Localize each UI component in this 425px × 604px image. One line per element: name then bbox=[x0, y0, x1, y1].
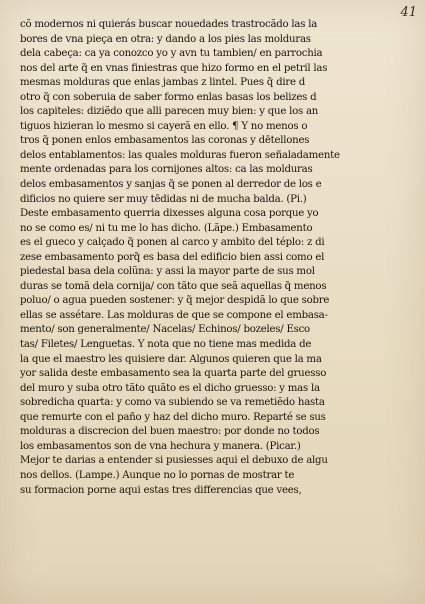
text-line: poluo/ o agua pueden sostener: y q̃ mejor despidã lo que sobre bbox=[20, 295, 330, 307]
text-line: zese embasamento porq̃ es basa del edificio bien assi como el bbox=[20, 251, 325, 263]
text-line: los capiteles: diziẽdo que alli parecen muy bien: y que los an bbox=[20, 106, 319, 118]
text-line: delos embasamentos y sanjas q̃ se ponen al derredor de los e bbox=[20, 179, 322, 191]
text-line: tas/ Filetes/ Lenguetas. Y nota que no tiene mas medida de bbox=[20, 339, 312, 351]
text-line: del muro y suba otro tãto quãto es el dicho gruesso: y mas la bbox=[20, 382, 320, 394]
text-line: otro q̃ con soberuia de saber formo enlas basas los belizes d bbox=[20, 91, 317, 103]
text-line: mento/ son generalmente/ Nacelas/ Echinos/ bozeles/ Esco bbox=[20, 324, 310, 336]
text-line: Deste embasamento querria dixesses alguna cosa porque yo bbox=[20, 208, 319, 220]
text-line: es el gueco y calçado q̃ ponen al carco y ambito del téplo: z di bbox=[20, 237, 325, 249]
text-line: delos entablamentos: las quales molduras fueron señaladamente bbox=[20, 149, 340, 161]
text-line: ellas se assétare. Las molduras de que se compone el embasa- bbox=[20, 309, 328, 321]
text-line: nos dellos. (Lampe.) Aunque no lo pornas de mostrar te bbox=[20, 469, 295, 481]
text-line: sobredicha quarta: y como va subiendo se va remetiẽdo hasta bbox=[20, 397, 325, 409]
text-line: tiguos hizieran lo mesmo si cayerã en ello. ¶ Y no menos o bbox=[20, 120, 308, 132]
text-line: mente ordenadas para los cornijones altos: ca las molduras bbox=[20, 164, 313, 176]
text-line: los embasamentos son de vna hechura y manera. (Picar.) bbox=[20, 440, 301, 452]
text-line: que remurte con el paño y haz del dicho muro. Reparté se sus bbox=[20, 411, 326, 423]
text-line: no se como es/ ni tu me lo has dicho. (Lãpe.) Embasamento bbox=[20, 222, 313, 234]
text-line: nos del arte q̃ en vnas finiestras que hizo formo en el petril las bbox=[20, 62, 328, 74]
text-line: dificios no quiere ser muy tēdidas ni de mucha balda. (Pi.) bbox=[20, 193, 307, 205]
text-line: mesmas molduras que enlas jambas z lintel. Pues q̃ dire d bbox=[20, 77, 306, 89]
text-line: cõ modernos ni quierás buscar nouedades trastrocãdo las la bbox=[20, 19, 318, 30]
text-block bbox=[20, 18, 412, 498]
text-line: Mejor te darias a entender si pusiesses aqui el debuxo de algu bbox=[20, 455, 328, 467]
text-line: duras se tomã dela cornija/ con tãto que seã aquellas q̃ menos bbox=[20, 280, 327, 292]
text-line: bores de vna pieça en otra: y dando a los pies las molduras bbox=[20, 33, 311, 45]
text-line: piedestal basa dela colũna: y assi la mayor parte de sus mol bbox=[20, 266, 315, 278]
folio-number: 41 bbox=[400, 5, 417, 20]
text-line: yor salida deste embasamento sea la quarta parte del gruesso bbox=[20, 368, 327, 380]
text-line: tros q̃ ponen enlos embasamentos las coronas y dētellones bbox=[20, 135, 310, 147]
text-line: dela cabeça: ca ya conozco yo y avn tu tambien/ en parrochia bbox=[20, 48, 323, 60]
text-line: molduras a discrecion del buen maestro: por donde no todos bbox=[20, 426, 320, 438]
text-line: la que el maestro les quisiere dar. Algunos quieren que la ma bbox=[20, 353, 322, 365]
text-line: su formacion porne aqui estas tres differencias que vees, bbox=[20, 484, 302, 496]
